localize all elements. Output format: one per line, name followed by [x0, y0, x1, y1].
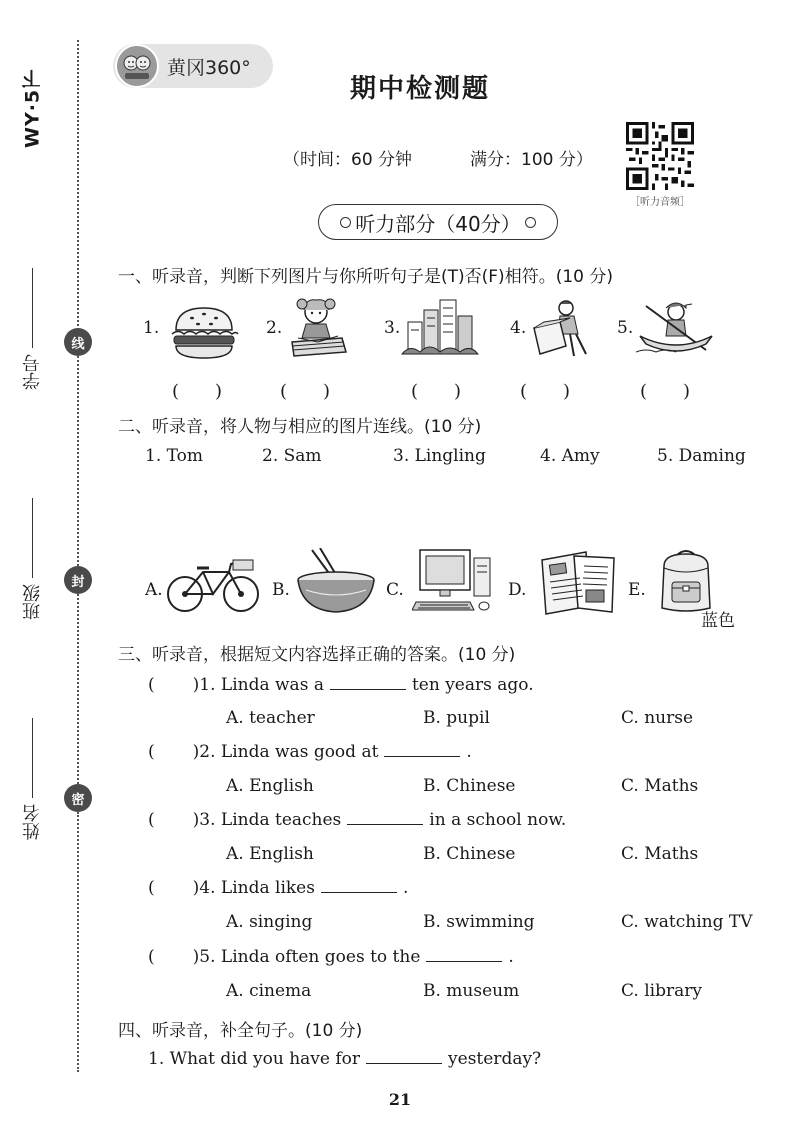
part1-heading: 一、听录音，判断下列图片与你所听句子是(T)否(F)相符。(10 分): [118, 267, 613, 287]
answer-paren-close: ): [192, 878, 200, 898]
student-id-label: 学号: [22, 354, 43, 390]
page-title: 期中检测题: [349, 74, 490, 104]
part1-item-number: 5.: [617, 318, 634, 338]
question-text: 1. Linda was a: [199, 675, 324, 695]
answer-paren-close: ): [192, 810, 200, 830]
class-line: [33, 498, 34, 578]
qr-caption: ［听力音频］: [630, 197, 690, 208]
option-b[interactable]: B. Chinese: [423, 776, 516, 796]
brand-name: 黄冈360°: [167, 56, 251, 79]
boy-rowing-boat-icon: [636, 296, 716, 358]
answer-bracket[interactable]: ( ): [172, 381, 223, 402]
question-text: 5. Linda often goes to the: [199, 947, 421, 967]
binding-dotted-line: [77, 812, 79, 1072]
option-a[interactable]: A. singing: [226, 912, 313, 932]
name-label: 姓名: [22, 804, 43, 840]
page-number: 21: [388, 1090, 412, 1109]
person-name[interactable]: 2. Sam: [262, 446, 322, 466]
person-name[interactable]: 3. Lingling: [393, 446, 486, 466]
name-line: [33, 718, 34, 798]
sentence-text-end: yesterday?: [448, 1049, 542, 1069]
binding-dotted-line: [77, 594, 79, 784]
class-label: 班级: [22, 584, 43, 620]
person-name[interactable]: 1. Tom: [145, 446, 203, 466]
listening-section-banner: [318, 204, 558, 240]
city-buildings-icon: [400, 296, 480, 358]
question-row: [148, 742, 472, 762]
fill-blank[interactable]: [321, 878, 397, 893]
question-text-end: .: [402, 878, 409, 898]
answer-paren-open[interactable]: (: [148, 810, 155, 830]
binding-dotted-line: [77, 356, 79, 566]
book-code: WY·5下: [21, 68, 44, 148]
question-row: [148, 878, 408, 898]
part4-heading: 四、听录音，补全句子。(10 分): [118, 1021, 363, 1041]
noodles-bowl-icon[interactable]: [294, 548, 378, 618]
part1-item-number: 1.: [143, 318, 160, 338]
part1-item-number: 2.: [266, 318, 283, 338]
time-info: （时间：60 分钟: [283, 150, 413, 170]
fill-blank[interactable]: [330, 675, 406, 690]
option-c[interactable]: C. library: [621, 981, 702, 1001]
seal-mi: 密: [64, 784, 92, 812]
picture-letter: A.: [145, 580, 163, 600]
answer-bracket[interactable]: ( ): [640, 381, 691, 402]
person-name[interactable]: 5. Daming: [657, 446, 746, 466]
option-c[interactable]: C. watching TV: [621, 912, 753, 932]
fill-blank[interactable]: [426, 947, 502, 962]
option-b[interactable]: B. Chinese: [423, 844, 516, 864]
answer-bracket[interactable]: ( ): [280, 381, 331, 402]
answer-paren-open[interactable]: (: [148, 947, 155, 967]
kids-mascot-icon: [115, 44, 159, 88]
backpack-icon[interactable]: [656, 546, 716, 614]
girl-reading-icon: [284, 294, 350, 364]
picture-letter: D.: [508, 580, 527, 600]
qr-code-icon[interactable]: [626, 122, 694, 190]
class-field[interactable]: [18, 470, 48, 620]
question-text-end: in a school now.: [429, 810, 567, 830]
option-b[interactable]: B. pupil: [423, 708, 490, 728]
score-info: 满分：100 分）: [470, 150, 593, 170]
option-a[interactable]: A. teacher: [226, 708, 315, 728]
question-text-end: ten years ago.: [411, 675, 534, 695]
fill-blank[interactable]: [384, 742, 460, 757]
computer-icon[interactable]: [412, 548, 496, 614]
question-text: 2. Linda was good at: [199, 742, 379, 762]
option-b[interactable]: B. swimming: [423, 912, 535, 932]
question-row: [148, 810, 566, 830]
sentence-text: 1. What did you have for: [148, 1049, 361, 1069]
picture-letter: B.: [272, 580, 290, 600]
answer-bracket[interactable]: ( ): [520, 381, 571, 402]
option-c[interactable]: C. Maths: [621, 776, 699, 796]
decor-dot-icon: [525, 217, 536, 228]
part1-item-number: 4.: [510, 318, 527, 338]
answer-bracket[interactable]: ( ): [411, 381, 462, 402]
person-name[interactable]: 4. Amy: [540, 446, 600, 466]
seal-xian: 线: [64, 328, 92, 356]
brand-badge: [113, 44, 273, 88]
binding-dotted-line: [77, 40, 79, 330]
question-text: 4. Linda likes: [199, 878, 315, 898]
section-banner-label: 听力部分（40分）: [355, 211, 521, 236]
option-c[interactable]: C. nurse: [621, 708, 694, 728]
picture-letter: E.: [628, 580, 646, 600]
answer-paren-close: ): [192, 742, 200, 762]
option-a[interactable]: A. cinema: [226, 981, 312, 1001]
picture-letter: C.: [386, 580, 404, 600]
answer-paren-close: ): [192, 675, 200, 695]
option-a[interactable]: A. English: [226, 844, 314, 864]
student-id-line: [33, 268, 34, 348]
name-field[interactable]: [18, 680, 48, 840]
hamburger-icon: [168, 304, 240, 362]
answer-paren-open[interactable]: (: [148, 878, 155, 898]
man-carrying-box-icon: [530, 296, 594, 360]
part3-heading: 三、听录音，根据短文内容选择正确的答案。(10 分): [118, 645, 516, 665]
question-text-end: .: [508, 947, 514, 967]
backpack-color-caption: 蓝色: [701, 611, 735, 631]
answer-paren-open[interactable]: (: [148, 742, 155, 762]
part1-item-number: 3.: [384, 318, 401, 338]
seal-feng: 封: [64, 566, 92, 594]
option-c[interactable]: C. Maths: [621, 844, 699, 864]
question-row: [148, 947, 514, 967]
bicycle-icon[interactable]: [165, 556, 261, 614]
option-a[interactable]: A. English: [226, 776, 314, 796]
fill-blank[interactable]: [366, 1049, 442, 1064]
part2-heading: 二、听录音，将人物与相应的图片连线。(10 分): [118, 417, 482, 437]
question-text: 3. Linda teaches: [199, 810, 342, 830]
sentence-row: [148, 1049, 541, 1069]
option-b[interactable]: B. museum: [423, 981, 520, 1001]
answer-paren-open[interactable]: (: [148, 675, 155, 695]
newspaper-icon[interactable]: [540, 550, 616, 616]
fill-blank[interactable]: [347, 810, 423, 825]
decor-dot-icon: [340, 217, 351, 228]
answer-paren-close: ): [192, 947, 200, 967]
question-row: [148, 675, 534, 695]
question-text-end: .: [466, 742, 472, 762]
student-id-field[interactable]: [18, 240, 48, 390]
